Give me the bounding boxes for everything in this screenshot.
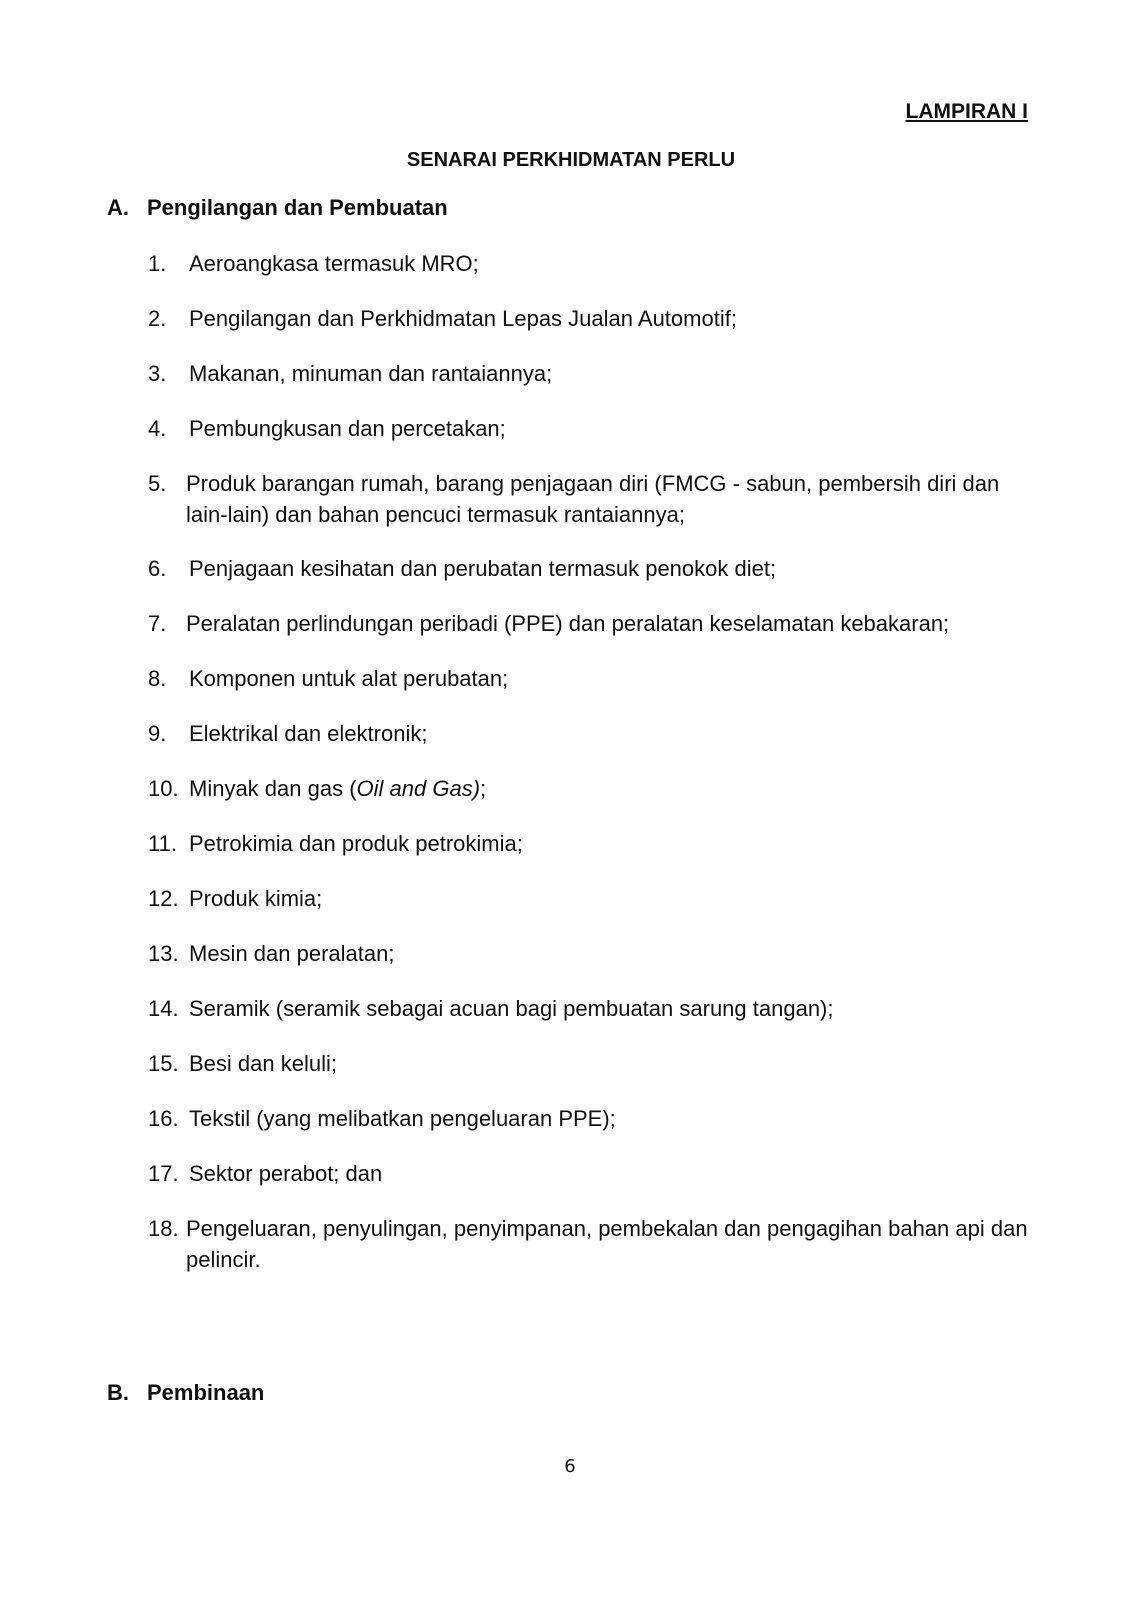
list-item <box>148 248 1028 279</box>
list-item-text: Makanan, minuman dan rantaiannya; <box>189 361 553 386</box>
list-item-text-plain: Minyak dan gas ( <box>189 776 357 801</box>
list-item-number: 7. <box>148 611 167 636</box>
list-item <box>148 1103 1028 1134</box>
list-item-number: 17. <box>148 1161 179 1186</box>
list-item <box>148 468 1028 530</box>
list-item-text: Aeroangkasa termasuk MRO; <box>189 251 479 276</box>
list-item-number: 3. <box>148 361 167 386</box>
page-number: 6 <box>564 1456 576 1477</box>
list-item <box>148 358 1028 389</box>
list-item-number: 9. <box>148 721 167 746</box>
section-a-letter: A. <box>107 195 129 220</box>
list-item-number: 4. <box>148 416 167 441</box>
list-item-text: Pengeluaran, penyulingan, penyimpanan, pembekalan dan pengagihan bahan api dan pelincir. <box>186 1216 1028 1272</box>
list-item <box>148 828 1028 859</box>
list-item <box>148 773 1028 804</box>
list-item-text: Sektor perabot; dan <box>189 1161 383 1186</box>
list-item-number: 2. <box>148 306 167 331</box>
list-item <box>148 1048 1028 1079</box>
list-item-number: 8. <box>148 666 167 691</box>
list-item <box>148 993 1028 1024</box>
list-item-text: Seramik (seramik sebagai acuan bagi pembuatan sarung tangan); <box>189 996 834 1021</box>
section-b-heading <box>107 1380 264 1406</box>
list-item-text: Peralatan perlindungan peribadi (PPE) dan peralatan keselamatan kebakaran; <box>186 611 950 636</box>
section-b-title: Pembinaan <box>147 1380 265 1405</box>
list-item-number: 14. <box>148 996 179 1021</box>
annex-label: LAMPIRAN I <box>905 100 1028 123</box>
list-item-number: 12. <box>148 886 179 911</box>
list-item-number: 13. <box>148 941 179 966</box>
list-item <box>148 883 1028 914</box>
section-a-title: Pengilangan dan Pembuatan <box>147 195 448 220</box>
list-item-text: Komponen untuk alat perubatan; <box>189 666 509 691</box>
list-item <box>148 1158 1028 1189</box>
list-item <box>148 553 1028 584</box>
list-item-text: Elektrikal dan elektronik; <box>189 721 428 746</box>
list-item-number: 10. <box>148 776 179 801</box>
list-item-number: 1. <box>148 251 167 276</box>
list-item-text: Petrokimia dan produk petrokimia; <box>189 831 523 856</box>
list-item-number: 5. <box>148 471 167 496</box>
list-item-text: Produk barangan rumah, barang penjagaan diri (FMCG - sabun, pembersih diri dan lain-lain) dan bahan pencuci termasuk rantaiannya; <box>186 471 1000 527</box>
list-item-number: 11. <box>148 831 177 856</box>
list-item <box>148 413 1028 444</box>
list-item-text: Pembungkusan dan percetakan; <box>189 416 506 441</box>
list-item-text: Produk kimia; <box>189 886 323 911</box>
list-item-text <box>189 773 1028 804</box>
list-item <box>148 1213 1028 1275</box>
section-a-heading <box>107 195 448 221</box>
list-item-number: 6. <box>148 556 167 581</box>
document-title: SENARAI PERKHIDMATAN PERLU <box>406 149 736 171</box>
list-item-text: Penjagaan kesihatan dan perubatan termasuk penokok diet; <box>189 556 777 581</box>
list-item-text: Besi dan keluli; <box>189 1051 337 1076</box>
list-item <box>148 938 1028 969</box>
list-item-number: 16. <box>148 1106 179 1131</box>
list-item-text: Tekstil (yang melibatkan pengeluaran PPE); <box>189 1106 616 1131</box>
list-item-text-suffix: ; <box>480 776 487 801</box>
list-item-text: Mesin dan peralatan; <box>189 941 395 966</box>
list-item-number: 18. <box>148 1216 179 1241</box>
list-item <box>148 303 1028 334</box>
list-item-text: Pengilangan dan Perkhidmatan Lepas Jualan Automotif; <box>189 306 737 331</box>
list-item-text-italic: Oil and Gas) <box>356 776 481 801</box>
list-item-number: 15. <box>148 1051 179 1076</box>
list-item <box>148 718 1028 749</box>
list-item <box>148 608 1028 639</box>
section-b-letter: B. <box>107 1380 129 1405</box>
list-item <box>148 663 1028 694</box>
